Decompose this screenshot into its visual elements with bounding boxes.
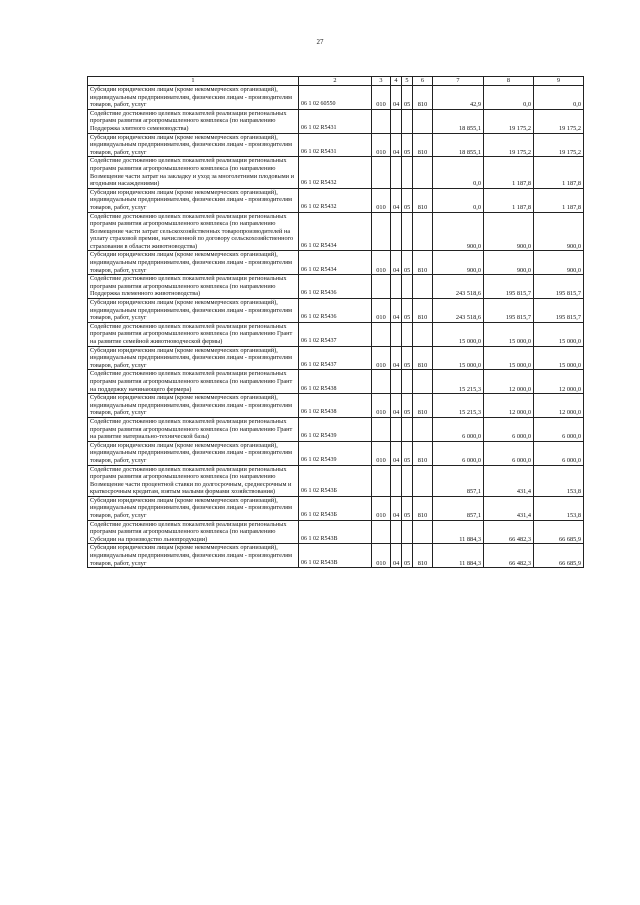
cell-v7: 15 215,3 xyxy=(433,394,484,418)
cell-c5 xyxy=(402,275,413,299)
cell-v9: 66 685,9 xyxy=(534,520,584,544)
column-header-6: 6 xyxy=(413,77,433,86)
cell-name: Субсидии юридическим лицам (кроме некоммерческих организаций), индивидуальным предпринимателям, физическим лицам - производителям товаров, работ, услуг xyxy=(88,86,299,110)
cell-c5 xyxy=(402,109,413,133)
cell-code: 06 1 02 R543В xyxy=(299,544,372,568)
cell-v8: 195 815,7 xyxy=(484,299,534,323)
cell-v8: 431,4 xyxy=(484,496,534,520)
cell-c6: 810 xyxy=(413,346,433,370)
cell-v9: 6 000,0 xyxy=(534,441,584,465)
cell-name: Субсидии юридическим лицам (кроме некоммерческих организаций), индивидуальным предпринимателям, физическим лицам - производителям товаров, работ, услуг xyxy=(88,496,299,520)
cell-v8: 195 815,7 xyxy=(484,275,534,299)
cell-c3: 010 xyxy=(372,133,391,157)
budget-table xyxy=(87,76,584,568)
cell-v9: 195 815,7 xyxy=(534,299,584,323)
cell-c3 xyxy=(372,275,391,299)
cell-c6 xyxy=(413,157,433,188)
cell-c6 xyxy=(413,417,433,441)
cell-v7: 11 884,3 xyxy=(433,544,484,568)
column-header-7: 7 xyxy=(433,77,484,86)
cell-c4: 04 xyxy=(391,251,402,275)
cell-v7: 15 000,0 xyxy=(433,346,484,370)
cell-c3: 010 xyxy=(372,394,391,418)
cell-v9: 1 187,8 xyxy=(534,188,584,212)
cell-v7: 900,0 xyxy=(433,251,484,275)
cell-c5 xyxy=(402,212,413,251)
table-row xyxy=(88,322,584,346)
cell-c3: 010 xyxy=(372,544,391,568)
cell-v8: 1 187,8 xyxy=(484,188,534,212)
cell-c3 xyxy=(372,212,391,251)
cell-name: Содействие достижению целевых показателей реализации региональных программ развития агропромышленного комплекса (по направлению Поддержка племенного животноводства) xyxy=(88,275,299,299)
cell-code: 06 1 02 R5436 xyxy=(299,299,372,323)
cell-v8: 900,0 xyxy=(484,212,534,251)
cell-name: Содействие достижению целевых показателей реализации региональных программ развития агропромышленного комплекса (по направлению Возмещение части процентной ставки по долгосрочным, среднесрочным и краткосрочным кредитам, взятым малыми формами хозяйствования) xyxy=(88,465,299,496)
cell-c3: 010 xyxy=(372,346,391,370)
cell-name: Субсидии юридическим лицам (кроме некоммерческих организаций), индивидуальным предпринимателям, физическим лицам - производителям товаров, работ, услуг xyxy=(88,544,299,568)
cell-name: Субсидии юридическим лицам (кроме некоммерческих организаций), индивидуальным предпринимателям, физическим лицам - производителям товаров, работ, услуг xyxy=(88,188,299,212)
cell-code: 06 1 02 R5436 xyxy=(299,275,372,299)
cell-c4 xyxy=(391,275,402,299)
cell-v8: 66 482,3 xyxy=(484,520,534,544)
cell-v9: 153,8 xyxy=(534,465,584,496)
cell-c5 xyxy=(402,157,413,188)
cell-c6: 810 xyxy=(413,496,433,520)
cell-v9: 66 685,9 xyxy=(534,544,584,568)
cell-v7: 15 215,3 xyxy=(433,370,484,394)
cell-c5: 05 xyxy=(402,441,413,465)
table-row xyxy=(88,86,584,110)
cell-v7: 6 000,0 xyxy=(433,417,484,441)
column-header-9: 9 xyxy=(534,77,584,86)
column-header-4: 4 xyxy=(391,77,402,86)
cell-c3 xyxy=(372,520,391,544)
cell-code: 06 1 02 R5432 xyxy=(299,188,372,212)
cell-c4: 04 xyxy=(391,299,402,323)
table-row xyxy=(88,441,584,465)
cell-v9: 195 815,7 xyxy=(534,275,584,299)
cell-c3 xyxy=(372,370,391,394)
table-row xyxy=(88,212,584,251)
cell-c5 xyxy=(402,322,413,346)
cell-c5: 05 xyxy=(402,496,413,520)
column-header-8: 8 xyxy=(484,77,534,86)
cell-v8: 431,4 xyxy=(484,465,534,496)
table-row xyxy=(88,370,584,394)
cell-c3 xyxy=(372,322,391,346)
cell-c6: 810 xyxy=(413,188,433,212)
cell-v8: 15 000,0 xyxy=(484,346,534,370)
cell-v7: 243 518,6 xyxy=(433,299,484,323)
cell-c6 xyxy=(413,370,433,394)
cell-c6: 810 xyxy=(413,299,433,323)
cell-v8: 900,0 xyxy=(484,251,534,275)
cell-c3: 010 xyxy=(372,299,391,323)
cell-c5: 05 xyxy=(402,394,413,418)
cell-c5 xyxy=(402,520,413,544)
column-header-2: 2 xyxy=(299,77,372,86)
cell-c5 xyxy=(402,370,413,394)
table-row xyxy=(88,465,584,496)
cell-c6 xyxy=(413,465,433,496)
cell-c6 xyxy=(413,212,433,251)
cell-c4: 04 xyxy=(391,544,402,568)
table-row xyxy=(88,346,584,370)
cell-name: Субсидии юридическим лицам (кроме некоммерческих организаций), индивидуальным предпринимателям, физическим лицам - производителям товаров, работ, услуг xyxy=(88,441,299,465)
cell-c4 xyxy=(391,322,402,346)
table-row xyxy=(88,544,584,568)
cell-v9: 15 000,0 xyxy=(534,346,584,370)
cell-c3 xyxy=(372,157,391,188)
cell-code: 06 1 02 R5437 xyxy=(299,346,372,370)
cell-v8: 19 175,2 xyxy=(484,109,534,133)
cell-code: 06 1 02 R5438 xyxy=(299,394,372,418)
cell-c4 xyxy=(391,520,402,544)
table-row xyxy=(88,299,584,323)
cell-v9: 15 000,0 xyxy=(534,322,584,346)
cell-c4 xyxy=(391,465,402,496)
table-row xyxy=(88,520,584,544)
cell-code: 06 1 02 R543Б xyxy=(299,496,372,520)
cell-v8: 0,0 xyxy=(484,86,534,110)
cell-c4 xyxy=(391,157,402,188)
cell-code: 06 1 02 R5431 xyxy=(299,109,372,133)
cell-v8: 1 187,8 xyxy=(484,157,534,188)
cell-name: Содействие достижению целевых показателей реализации региональных программ развития агропромышленного комплекса (по направлению Грант на развитие материально-технической базы) xyxy=(88,417,299,441)
cell-code: 06 1 02 R5432 xyxy=(299,157,372,188)
cell-name: Субсидии юридическим лицам (кроме некоммерческих организаций), индивидуальным предпринимателям, физическим лицам - производителям товаров, работ, услуг xyxy=(88,299,299,323)
cell-code: 06 1 02 R5437 xyxy=(299,322,372,346)
cell-name: Субсидии юридическим лицам (кроме некоммерческих организаций), индивидуальным предпринимателям, физическим лицам - производителям товаров, работ, услуг xyxy=(88,346,299,370)
cell-name: Содействие достижению целевых показателей реализации региональных программ развития агропромышленного комплекса (по направлению Возмещение части затрат на закладку и уход за многолетними плодовыми и ягодными насаждениями) xyxy=(88,157,299,188)
cell-c3 xyxy=(372,465,391,496)
cell-v7: 243 518,6 xyxy=(433,275,484,299)
cell-c6: 810 xyxy=(413,441,433,465)
column-header-5: 5 xyxy=(402,77,413,86)
cell-c3 xyxy=(372,417,391,441)
table-row xyxy=(88,157,584,188)
cell-v7: 6 000,0 xyxy=(433,441,484,465)
cell-c3: 010 xyxy=(372,496,391,520)
cell-name: Содействие достижению целевых показателей реализации региональных программ развития агропромышленного комплекса (по направлению Возмещение части затрат сельскохозяйственных товаропроизводителей на уплату страховой премии, начисленной по договору сельскохозяйственного страхования в области животноводства) xyxy=(88,212,299,251)
cell-c5: 05 xyxy=(402,188,413,212)
cell-name: Субсидии юридическим лицам (кроме некоммерческих организаций), индивидуальным предпринимателям, физическим лицам - производителям товаров, работ, услуг xyxy=(88,251,299,275)
cell-v8: 19 175,2 xyxy=(484,133,534,157)
cell-v9: 19 175,2 xyxy=(534,109,584,133)
cell-code: 06 1 02 R543В xyxy=(299,520,372,544)
cell-v9: 12 000,0 xyxy=(534,370,584,394)
page-number: 27 xyxy=(316,38,324,46)
column-header-3: 3 xyxy=(372,77,391,86)
cell-c4 xyxy=(391,109,402,133)
cell-c6: 810 xyxy=(413,133,433,157)
cell-v9: 6 000,0 xyxy=(534,417,584,441)
cell-c5 xyxy=(402,417,413,441)
cell-c6: 810 xyxy=(413,86,433,110)
cell-v7: 11 884,3 xyxy=(433,520,484,544)
cell-code: 06 1 02 R5434 xyxy=(299,251,372,275)
table-row xyxy=(88,275,584,299)
cell-v7: 0,0 xyxy=(433,157,484,188)
cell-c6 xyxy=(413,275,433,299)
cell-c6 xyxy=(413,322,433,346)
column-header-1: 1 xyxy=(88,77,299,86)
table-row xyxy=(88,394,584,418)
cell-c4: 04 xyxy=(391,346,402,370)
cell-c4 xyxy=(391,212,402,251)
cell-name: Содействие достижению целевых показателей реализации региональных программ развития агропромышленного комплекса (по направлению Грант на развитие семейной животноводческой фермы) xyxy=(88,322,299,346)
cell-c3 xyxy=(372,109,391,133)
cell-c6 xyxy=(413,109,433,133)
cell-v9: 900,0 xyxy=(534,212,584,251)
table-row xyxy=(88,251,584,275)
table-row xyxy=(88,109,584,133)
cell-c5: 05 xyxy=(402,299,413,323)
cell-c6 xyxy=(413,520,433,544)
cell-c5: 05 xyxy=(402,251,413,275)
cell-v9: 900,0 xyxy=(534,251,584,275)
table-row xyxy=(88,188,584,212)
cell-v7: 18 855,1 xyxy=(433,133,484,157)
cell-c4: 04 xyxy=(391,86,402,110)
cell-c5: 05 xyxy=(402,86,413,110)
cell-c5: 05 xyxy=(402,544,413,568)
cell-name: Содействие достижению целевых показателей реализации региональных программ развития агропромышленного комплекса (по направлению Поддержка элитного семеноводства) xyxy=(88,109,299,133)
cell-name: Субсидии юридическим лицам (кроме некоммерческих организаций), индивидуальным предпринимателям, физическим лицам - производителям товаров, работ, услуг xyxy=(88,133,299,157)
cell-c6: 810 xyxy=(413,251,433,275)
cell-c4: 04 xyxy=(391,394,402,418)
cell-v7: 42,9 xyxy=(433,86,484,110)
cell-c4: 04 xyxy=(391,496,402,520)
cell-v9: 153,8 xyxy=(534,496,584,520)
cell-v9: 0,0 xyxy=(534,86,584,110)
cell-v7: 857,1 xyxy=(433,496,484,520)
cell-code: 06 1 02 R543Б xyxy=(299,465,372,496)
cell-c6: 810 xyxy=(413,394,433,418)
table-row xyxy=(88,417,584,441)
cell-v8: 6 000,0 xyxy=(484,441,534,465)
cell-name: Содействие достижению целевых показателей реализации региональных программ развития агропромышленного комплекса (по направлению Субсидии на производство льнопродукции) xyxy=(88,520,299,544)
cell-c4 xyxy=(391,370,402,394)
cell-code: 06 1 02 R5439 xyxy=(299,417,372,441)
cell-c3: 010 xyxy=(372,86,391,110)
cell-v7: 857,1 xyxy=(433,465,484,496)
cell-v9: 1 187,8 xyxy=(534,157,584,188)
cell-v7: 0,0 xyxy=(433,188,484,212)
cell-c5 xyxy=(402,465,413,496)
cell-v9: 19 175,2 xyxy=(534,133,584,157)
cell-v9: 12 000,0 xyxy=(534,394,584,418)
header-row xyxy=(88,77,584,86)
cell-name: Субсидии юридическим лицам (кроме некоммерческих организаций), индивидуальным предпринимателям, физическим лицам - производителям товаров, работ, услуг xyxy=(88,394,299,418)
cell-c3: 010 xyxy=(372,441,391,465)
cell-c3: 010 xyxy=(372,251,391,275)
cell-v7: 15 000,0 xyxy=(433,322,484,346)
cell-c5: 05 xyxy=(402,133,413,157)
cell-code: 06 1 02 60550 xyxy=(299,86,372,110)
cell-c6: 810 xyxy=(413,544,433,568)
cell-v8: 12 000,0 xyxy=(484,394,534,418)
cell-code: 06 1 02 R5431 xyxy=(299,133,372,157)
cell-code: 06 1 02 R5434 xyxy=(299,212,372,251)
cell-name: Содействие достижению целевых показателей реализации региональных программ развития агропромышленного комплекса (по направлению Грант на поддержку начинающего фермера) xyxy=(88,370,299,394)
cell-c3: 010 xyxy=(372,188,391,212)
cell-v8: 12 000,0 xyxy=(484,370,534,394)
cell-code: 06 1 02 R5439 xyxy=(299,441,372,465)
cell-c4: 04 xyxy=(391,188,402,212)
table-row xyxy=(88,133,584,157)
cell-v8: 6 000,0 xyxy=(484,417,534,441)
cell-c5: 05 xyxy=(402,346,413,370)
table-row xyxy=(88,496,584,520)
cell-v7: 18 855,1 xyxy=(433,109,484,133)
cell-v8: 15 000,0 xyxy=(484,322,534,346)
cell-code: 06 1 02 R5438 xyxy=(299,370,372,394)
cell-v7: 900,0 xyxy=(433,212,484,251)
cell-v8: 66 482,3 xyxy=(484,544,534,568)
cell-c4: 04 xyxy=(391,133,402,157)
cell-c4 xyxy=(391,417,402,441)
cell-c4: 04 xyxy=(391,441,402,465)
